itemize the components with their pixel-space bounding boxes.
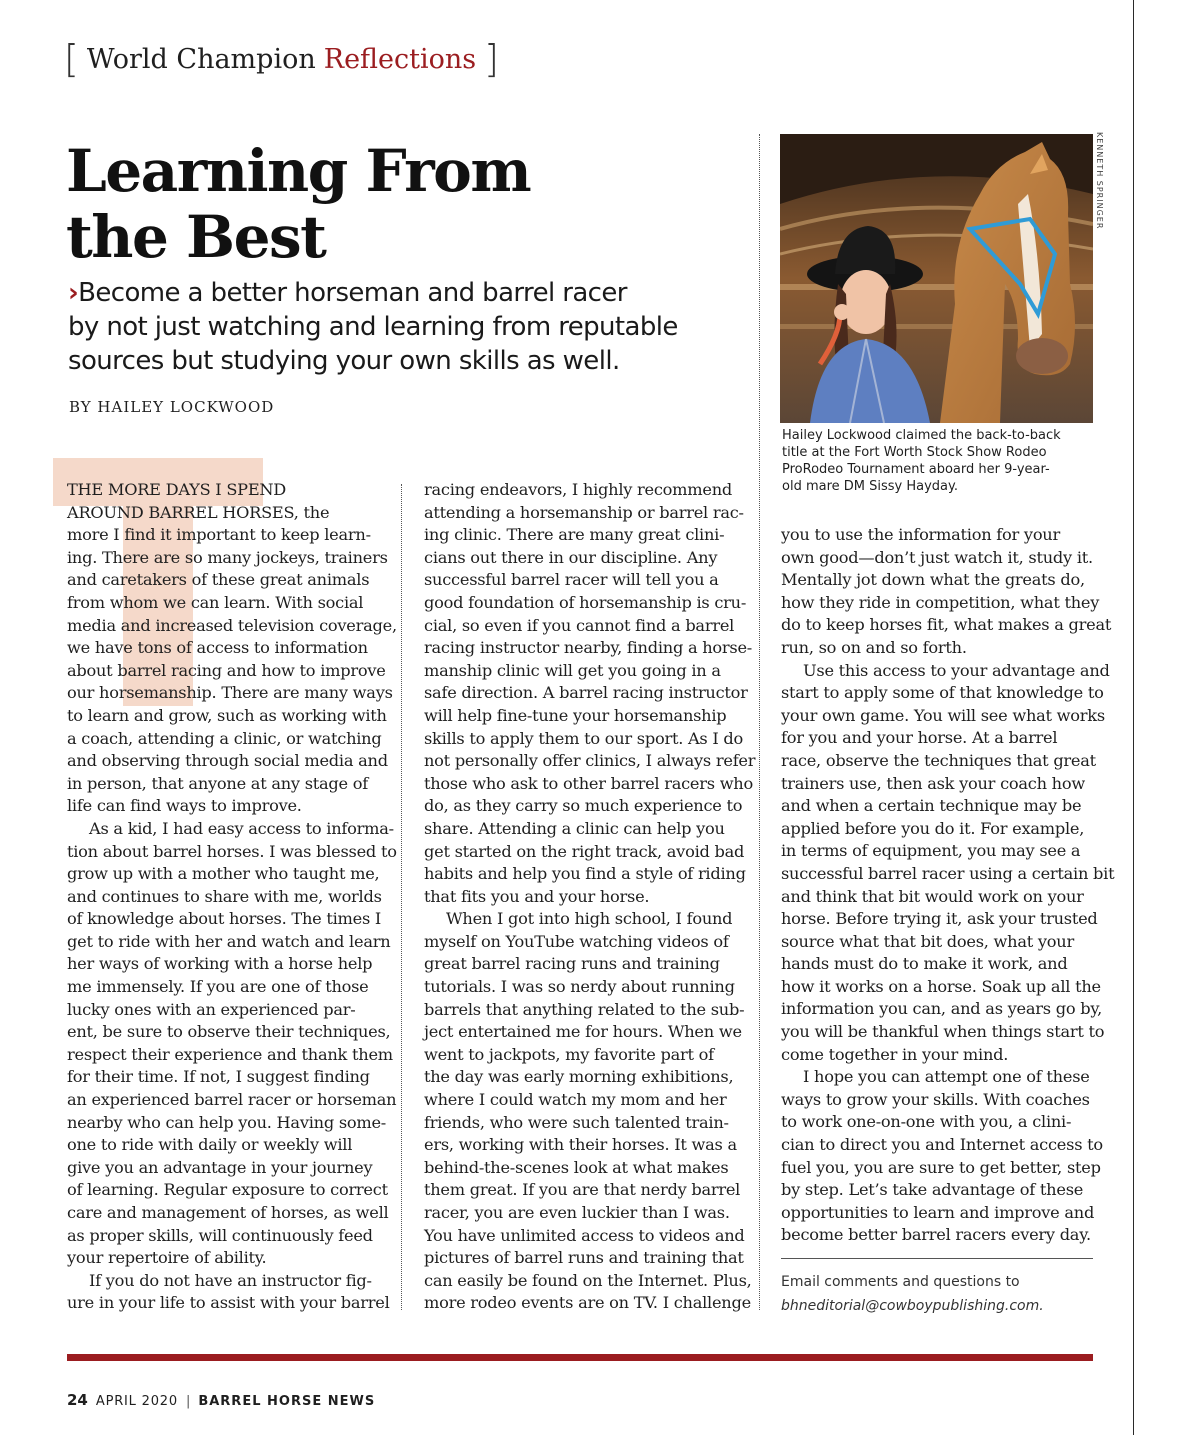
body-text-line: one to ride with daily or weekly will [67,1135,353,1155]
body-text-line: ject entertained me for hours. When we [424,1022,742,1042]
body-text-line: get started on the right track, avoid bad [424,841,745,861]
magazine-name: BARREL HORSE NEWS [198,1394,376,1409]
body-text-line: our horsemanship. There are many ways [67,683,393,703]
kicker-accent: Reflections [323,43,477,75]
contact-divider [781,1258,1093,1259]
body-text-line: start to apply some of that knowledge to [781,683,1104,703]
body-text-line: successful barrel racer will tell you a [424,570,719,590]
body-text-line: successful barrel racer using a certain bit [781,863,1115,883]
body-text-line: manship clinic will get you going in a [424,660,721,680]
body-text-line: will help fine-tune your horsemanship [424,705,727,725]
body-text-line: media and increased television coverage, [67,615,397,635]
body-text-line: you will be thankful when things start to [781,1022,1105,1042]
body-text-line: by step. Let’s take advantage of these [781,1180,1084,1200]
body-text-line: Use this access to your advantage and [803,660,1110,680]
body-text-line: care and management of horses, as well [67,1203,389,1222]
headline [66,138,726,270]
headline-line: the Best [66,203,326,271]
body-text-line: horse. Before trying it, ask your trusted [781,909,1098,929]
body-text-line: that fits you and your horse. [424,886,650,906]
body-text-line: give you an advantage in your journey [67,1157,373,1177]
body-text-line: grow up with a mother who taught me, [67,864,380,884]
body-text-line: those who ask to other barrel racers who [424,773,753,793]
body-text-line: I hope you can attempt one of these [803,1067,1090,1087]
footer-rule [67,1354,1093,1361]
byline: BY HAILEY LOCKWOOD [69,398,275,416]
body-text-line: racing instructor nearby, finding a horse- [424,638,753,658]
caption-line: title at the Fort Worth Stock Show Rodeo [782,445,1047,460]
body-text-line: from whom we can learn. With social [67,592,364,612]
body-text-line: where I could watch my mom and her [424,1090,727,1110]
body-text-line: for their time. If not, I suggest finding [67,1067,370,1087]
body-text-line: the day was early morning exhibitions, [424,1067,734,1087]
chevron-right-icon: › [68,278,79,308]
body-text-line: an experienced barrel racer or horseman [67,1090,397,1110]
body-text-line: cian to direct you and Internet access to [781,1135,1103,1155]
contact-text: Email comments and questions to [781,1274,1020,1290]
body-text-line: skills to apply them to our sport. As I do [424,728,744,748]
body-text-line: trainers use, then ask your coach how [781,773,1085,793]
column-divider [401,484,402,1310]
body-text-line: get to ride with her and watch and learn [67,931,391,951]
body-text-line: you to use the information for your [781,525,1060,544]
body-text-line: a coach, attending a clinic, or watching [67,728,382,748]
photo-caption [782,427,1092,495]
body-text-line: race, observe the techniques that great [781,750,1096,770]
body-text-line: more I find it important to keep learn- [67,525,371,545]
body-text-line: behind-the-scenes look at what makes [424,1157,729,1177]
body-text-line: your own game. You will see what works [781,705,1105,725]
body-text-line: barrels that anything related to the sub- [424,999,745,1019]
deck [68,276,758,378]
body-text-line: and think that bit would work on your [781,886,1084,906]
body-text-line: of learning. Regular exposure to correct [67,1180,388,1200]
contact-email[interactable]: bhneditorial@cowboypublishing.com. [781,1298,1044,1314]
body-column-2 [424,479,756,1315]
body-text-line: ways to grow your skills. With coaches [781,1089,1090,1109]
body-text-line: hands must do to make it work, and [781,954,1068,974]
body-text-line: how it works on a horse. Soak up all the [781,976,1101,996]
caption-line: old mare DM Sissy Hayday. [782,479,958,494]
body-text-line: in terms of equipment, you may see a [781,841,1081,861]
body-text-line: ent, be sure to observe their techniques, [67,1022,391,1042]
body-text-line: and when a certain technique may be [781,796,1082,816]
body-text-line: to work one-on-one with you, a clini- [781,1112,1072,1132]
body-text-line: myself on YouTube watching videos of [424,931,729,951]
body-text-line: own good—don’t just watch it, study it. [781,547,1093,567]
article-photo [780,134,1093,423]
body-text-line: went to jackpots, my favorite part of [424,1044,714,1064]
body-text-line: pictures of barrel runs and training that [424,1248,744,1268]
photo-illustration [780,134,1093,423]
body-text-line: fuel you, you are sure to get better, step [781,1157,1101,1177]
body-text-line: attending a horsemanship or barrel rac- [424,502,744,522]
body-text-line: ing clinic. There are many great clini- [424,525,725,545]
body-text-line: do, as they carry so much experience to [424,796,743,816]
caption-line: ProRodeo Tournament aboard her 9-year- [782,462,1050,477]
issue-date: APRIL 2020 [95,1394,178,1409]
folio [67,1391,375,1409]
body-text-line: do to keep horses fit, what makes a great [781,615,1112,635]
body-text-line: your repertoire of ability. [67,1248,267,1268]
body-text-line: AROUND BARREL HORSES, the [67,502,330,522]
body-text-line: nearby who can help you. Having some- [67,1112,387,1132]
body-text-line: cians out there in our discipline. Any [424,547,718,567]
body-text-line: As a kid, I had easy access to informa- [89,818,394,838]
page-edge-rule [1133,0,1134,1435]
body-text-line: ure in your life to assist with your barrel [67,1293,390,1313]
kicker-open-bracket: [ [64,37,79,81]
kicker-close-bracket: ] [484,37,499,81]
body-text-line: racer, you are even luckier than I was. [424,1203,730,1222]
body-text-line: habits and help you find a style of riding [424,864,746,884]
body-text-line: for you and your horse. At a barrel [781,728,1058,748]
body-column-1 [67,479,397,1315]
kicker-text: World Champion [86,43,316,75]
body-text-line: life can find ways to improve. [67,796,302,816]
body-text-line: great barrel racing runs and training [424,954,720,974]
body-text-line: we have tons of access to information [67,638,368,658]
section-kicker [64,38,499,80]
body-text-line: more rodeo events are on TV. I challenge [424,1293,751,1313]
body-text-line: ing. There are so many jockeys, trainers [67,547,388,567]
body-text-line: respect their experience and thank them [67,1044,393,1064]
caption-line: Hailey Lockwood claimed the back-to-back [782,428,1061,443]
body-text-line: THE MORE DAYS I SPEND [67,480,287,499]
body-text-line: You have unlimited access to videos and [424,1225,745,1245]
body-text-line: and caretakers of these great animals [67,570,370,590]
body-text-line: Mentally jot down what the greats do, [781,570,1085,590]
body-text-line: friends, who were such talented train- [424,1112,729,1132]
body-text-line: as proper skills, will continuously feed [67,1225,373,1245]
body-text-line: If you do not have an instructor fig- [89,1270,372,1290]
body-text-line: When I got into high school, I found [446,909,733,929]
body-text-line: safe direction. A barrel racing instructor [424,683,748,703]
body-text-line: of knowledge about horses. The times I [67,909,382,929]
body-text-line: about barrel racing and how to improve [67,660,386,680]
body-text-line: applied before you do it. For example, [781,818,1085,838]
body-text-line: not personally offer clinics, I always refer [424,751,756,771]
headline-line: Learning From [66,137,531,205]
body-text-line: cial, so even if you cannot find a barrel [424,615,735,635]
body-text-line: her ways of working with a horse help [67,954,373,974]
body-text-line: tion about barrel horses. I was blessed to [67,841,397,861]
body-text-line: come together in your mind. [781,1044,1009,1064]
photo-credit: KENNETH SPRINGER [1095,132,1104,230]
body-text-line: source what that bit does, what your [781,931,1074,951]
body-text-line: tutorials. I was so nerdy about running [424,977,735,997]
body-text-line: to learn and grow, such as working with [67,705,387,725]
body-text-line: opportunities to learn and improve and [781,1202,1095,1222]
body-text-line: and continues to share with me, worlds [67,886,382,906]
body-text-line: racing endeavors, I highly recommend [424,480,732,499]
deck-line: sources but studying your own skills as well. [68,346,620,376]
deck-line: Become a better horseman and barrel racer [78,278,627,308]
body-text-line: good foundation of horsemanship is cru- [424,592,747,612]
body-text-line: lucky ones with an experienced par- [67,999,356,1019]
contact-note [781,1270,1101,1318]
folio-separator: | [185,1394,191,1409]
body-text-line: how they ride in competition, what they [781,592,1100,612]
body-text-line: share. Attending a clinic can help you [424,818,725,838]
body-text-line: information you can, and as years go by, [781,999,1102,1019]
body-text-line: ers, working with their horses. It was a [424,1135,737,1155]
body-column-3 [781,524,1115,1247]
body-text-line: can easily be found on the Internet. Plus, [424,1270,752,1290]
deck-line: by not just watching and learning from reputable [68,312,678,342]
column-divider [759,134,760,1310]
page-number: 24 [67,1391,88,1409]
body-text-line: become better barrel racers every day. [781,1225,1091,1245]
body-text-line: them great. If you are that nerdy barrel [424,1180,741,1200]
body-text-line: in person, that anyone at any stage of [67,773,369,793]
body-text-line: and observing through social media and [67,751,388,771]
body-text-line: me immensely. If you are one of those [67,977,369,997]
body-text-line: run, so on and so forth. [781,637,967,657]
